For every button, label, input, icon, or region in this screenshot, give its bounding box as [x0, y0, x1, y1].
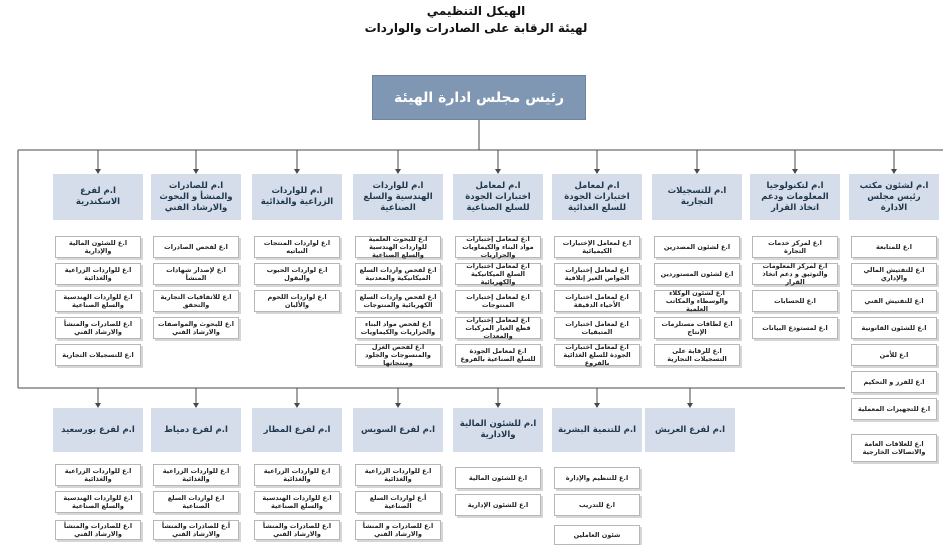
unit-box: ا.ع للصادرات و المنشأ والارشاد الفني — [355, 520, 441, 540]
unit-box: ا.ع لشئون المصدرين — [654, 236, 740, 258]
unit-box: ا.ع للواردات الزراعية والغذائية — [254, 464, 340, 486]
unit-box: ا.ع لواردات الحبوب والبقول — [254, 263, 340, 285]
unit-box: أ.ع للصادرات والمنشأ والارشاد الفني — [153, 520, 239, 540]
unit-box: ا.ع للتدريب — [554, 494, 640, 516]
unit-box: ا.ع لفحص واردات السلع الميكانيكية والمعدنية — [355, 263, 441, 285]
unit-box: شئون العاملين — [554, 525, 640, 545]
dept-head-top-6: ا.م للواردات الزراعية والغذائية — [252, 174, 342, 220]
dept-head-bottom-5: ا.م لفرع دمياط — [151, 408, 241, 452]
unit-box: ا.ع للمتابعة — [851, 236, 937, 258]
unit-box: ا.ع لمركز المعلومات والتوثيق و دعم اتخاذ القرار — [752, 263, 838, 285]
unit-box: ا.ع للواردات الهندسية والسلع الصناعية — [254, 491, 340, 513]
dept-head-bottom-1: ا.م للتنمية البشرية — [552, 408, 642, 452]
dept-head-top-2: ا.م للتسجيلات التجارية — [652, 174, 742, 220]
dept-head-top-5: ا.م للواردات الهندسية والسلع الصناعية — [353, 174, 443, 220]
unit-box: ا.ع للواردات الزراعية والغذائية — [55, 464, 141, 486]
unit-box: ا.ع للحسابات — [752, 290, 838, 312]
unit-box: ا.ع لمعامل الإختبارات الكيميائية — [554, 236, 640, 258]
unit-box: ا.ع للواردات الزراعية والغذائية — [153, 464, 239, 486]
unit-box: ا.ع للصادرات والمنشأ والارشاد الفني — [55, 520, 141, 540]
unit-box: ا.ع لإصدار شهادات المنشأ — [153, 263, 239, 285]
unit-box: ا.ع لطاقات مستلزمات الإنتاج — [654, 317, 740, 339]
dept-head-top-0: ا.م لشئون مكتب رئيس مجلس الادارة — [849, 174, 939, 220]
unit-box: ا.ع للتنظيم والإدارة — [554, 467, 640, 489]
unit-box: ا.ع للشئون الإدارية — [455, 494, 541, 516]
unit-box: ا.ع للواردات الزراعية والغذائية — [355, 464, 441, 486]
dept-head-bottom-0: ا.م لفرع العريش — [645, 408, 735, 452]
unit-box: ا.ع للواردات الهندسية والسلع الصناعية — [55, 491, 141, 513]
dept-head-bottom-2: ا.م للشئون المالية والادارية — [453, 408, 543, 452]
unit-box: ا.ع للشئون المالية والإدارية — [55, 236, 141, 258]
unit-box: ا.ع لشئون المستوردين — [654, 263, 740, 285]
unit-box: ا.ع للأمن — [851, 344, 937, 366]
unit-box: ا.ع لشئون الوكلاء والوسطاء والمكاتب العلمية — [654, 290, 740, 312]
unit-box: ا.ع لمعامل اختبارات الأحياء الدقيقة — [554, 290, 640, 312]
unit-box: ا.ع لواردات اللحوم والألبان — [254, 290, 340, 312]
unit-box: ا.ع للتفتيش المالي والإداري — [851, 263, 937, 285]
unit-box: ا.ع لمستودع البيانات — [752, 317, 838, 339]
unit-box: ا.ع للشئون القانونية — [851, 317, 937, 339]
title-line-2: لهيئة الرقابة على الصادرات والواردات — [364, 21, 588, 35]
unit-box: ا.ع للتفتيش الفني — [851, 290, 937, 312]
dept-head-bottom-3: ا.م لفرع السويس — [353, 408, 443, 452]
unit-box: ا.ع للشئون المالية — [455, 467, 541, 489]
unit-box: ا.ع لفحص مواد البناء والحراريات والكيماويات — [355, 317, 441, 339]
unit-box: ا.ع للتسجيلات التجارية — [55, 344, 141, 366]
unit-box: ا.ع لواردات السلع الصناعية — [153, 491, 239, 513]
unit-box: ا.ع لمعامل إختبارات مواد البناء والكيماويات والحراريات — [455, 236, 541, 258]
unit-box: ا.ع للفرز و التحكيم — [851, 371, 937, 393]
unit-box: ا.ع للصادرات والمنشأ والارشاد الفني — [55, 317, 141, 339]
unit-box: ا.ع لمعامل إختبارات قطع الغيار المركبات والمعدات — [455, 317, 541, 339]
unit-box: ا.ع للواردات الزراعية والغذائية — [55, 263, 141, 285]
unit-box: ا.ع لواردات المنتجات النباتيه — [254, 236, 340, 258]
root-node: رئيس مجلس ادارة الهيئة — [372, 75, 586, 120]
unit-box: ا.ع للعلاقات العامة والاتصالات الخارجية — [851, 434, 937, 462]
unit-box: ا.ع للصادرات والمنشأ والارشاد الفني — [254, 520, 340, 540]
unit-box: ا.ع لمعامل اختبارات المتبقيات — [554, 317, 640, 339]
unit-box: ا.ع لفحص الصادرات — [153, 236, 239, 258]
unit-box: ا.ع لفحص الغزل والمنسوجات والجلود ومنتجاتها — [355, 344, 441, 366]
unit-box: ا.ع للبحوث العلمية للواردات الهندسية والسلع الصناعية — [355, 236, 441, 258]
title-line-1: الهيكل التنظيمي — [426, 4, 526, 18]
unit-box: ا.ع لمعامل إختبارات الخواص الغير إتلافية — [554, 263, 640, 285]
unit-box: أ.ع لواردات السلع الصناعية — [355, 491, 441, 513]
dept-head-bottom-4: ا.م لفرع المطار — [252, 408, 342, 452]
dept-head-top-7: ا.م للصادرات والمنشأ و البحوث والارشاد الفني — [151, 174, 241, 220]
dept-head-top-3: ا.م لمعامل اختبارات الجودة للسلع الغذائية — [552, 174, 642, 220]
unit-box: ا.ع لمعامل اختبارات الجودة للسلع الغذائية بالفروع — [554, 344, 640, 366]
dept-head-top-4: ا.م لمعامل اختبارات الجودة للسلع الصناعية — [453, 174, 543, 220]
unit-box: ا.ع لمعامل اختبارات السلع الميكانيكية والكهربائية — [455, 263, 541, 285]
dept-head-top-1: ا.م لتكنولوجيا المعلومات ودعم اتخاذ القرار — [750, 174, 840, 220]
unit-box: ا.ع للتجهيزات المعملية — [851, 398, 937, 420]
unit-box: ا.ع للاتفاقيات التجارية والتحقق — [153, 290, 239, 312]
unit-box: ا.ع لمركز خدمات التجارة — [752, 236, 838, 258]
dept-head-top-8: ا.م لفرع الاسكندرية — [53, 174, 143, 220]
unit-box: ا.ع للبحوث والمواصفات والارشاد الفني — [153, 317, 239, 339]
unit-box: ا.ع للرقابة على التسجيلات التجارية — [654, 344, 740, 366]
unit-box: ا.ع لمعامل إختبارات المنتوجات — [455, 290, 541, 312]
unit-box: ا.ع لفحص واردات السلع الكهربائية والمنتوجات — [355, 290, 441, 312]
dept-head-bottom-6: ا.م لفرع بورسعيد — [53, 408, 143, 452]
unit-box: ا.ع لمعامل الجودة للسلع الصناعية بالفروع — [455, 344, 541, 366]
unit-box: ا.ع للواردات الهندسية والسلع الصناعية — [55, 290, 141, 312]
